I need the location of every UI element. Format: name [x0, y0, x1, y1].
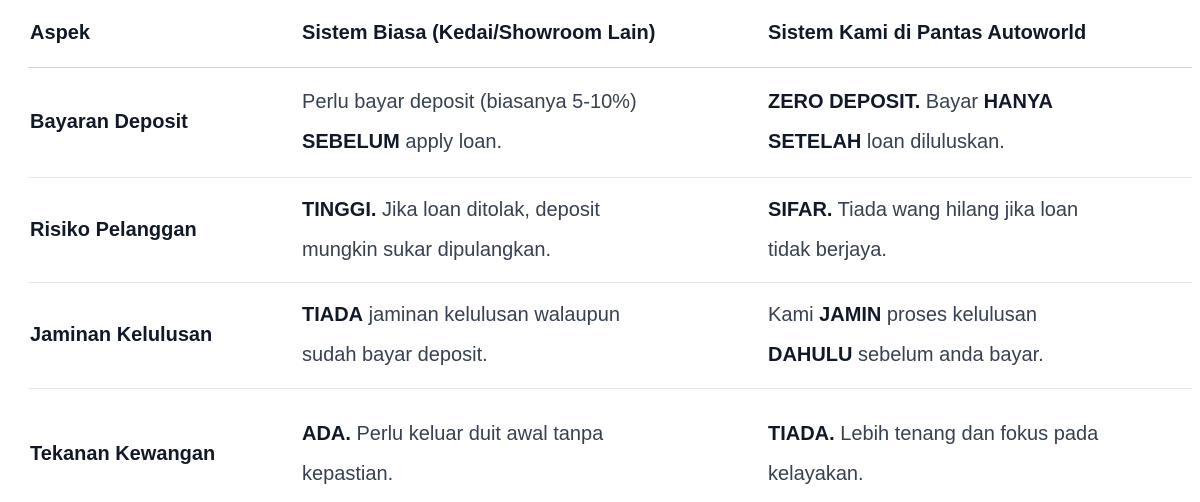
table-row-jaminan-kelulusan: [28, 282, 1192, 388]
usual-system-cell: Perlu bayar deposit (biasanya 5-10%) SEBELUM apply loan.: [302, 91, 637, 153]
aspect-cell: Bayaran Deposit: [30, 111, 188, 133]
table-row-risiko-pelanggan: [28, 177, 1192, 282]
aspect-cell: Jaminan Kelulusan: [30, 324, 213, 346]
column-header-sistem-kami: Sistem Kami di Pantas Autoworld: [768, 0, 1192, 67]
usual-system-cell: TINGGI. Jika loan ditolak, deposit mungkin sukar dipulangkan.: [302, 198, 600, 261]
column-header-aspek: Aspek: [28, 0, 302, 67]
usual-system-cell: ADA. Perlu keluar duit awal tanpa kepastian.: [302, 423, 604, 485]
column-header-sistem-biasa: Sistem Biasa (Kedai/Showroom Lain): [302, 0, 768, 67]
table-row-tekanan-kewangan: [28, 388, 1192, 502]
table-header: [28, 0, 1192, 67]
aspect-cell: Risiko Pelanggan: [30, 218, 197, 241]
table-body: [28, 67, 1192, 502]
table-row-bayaran-deposit: [28, 67, 1192, 177]
our-system-cell: TIADA. Lebih tenang dan fokus pada kelayakan.: [768, 423, 1099, 485]
our-system-cell: Kami JAMIN proses kelulusan DAHULU sebelum anda bayar.: [768, 304, 1044, 366]
our-system-cell: SIFAR. Tiada wang hilang jika loan tidak berjaya.: [768, 198, 1079, 261]
header-row: [28, 0, 1192, 67]
comparison-table: [28, 0, 1192, 502]
our-system-cell: ZERO DEPOSIT. Bayar HANYA SETELAH loan diluluskan.: [768, 91, 1053, 153]
usual-system-cell: TIADA jaminan kelulusan walaupun sudah bayar deposit.: [302, 304, 620, 366]
aspect-cell: Tekanan Kewangan: [30, 443, 216, 465]
